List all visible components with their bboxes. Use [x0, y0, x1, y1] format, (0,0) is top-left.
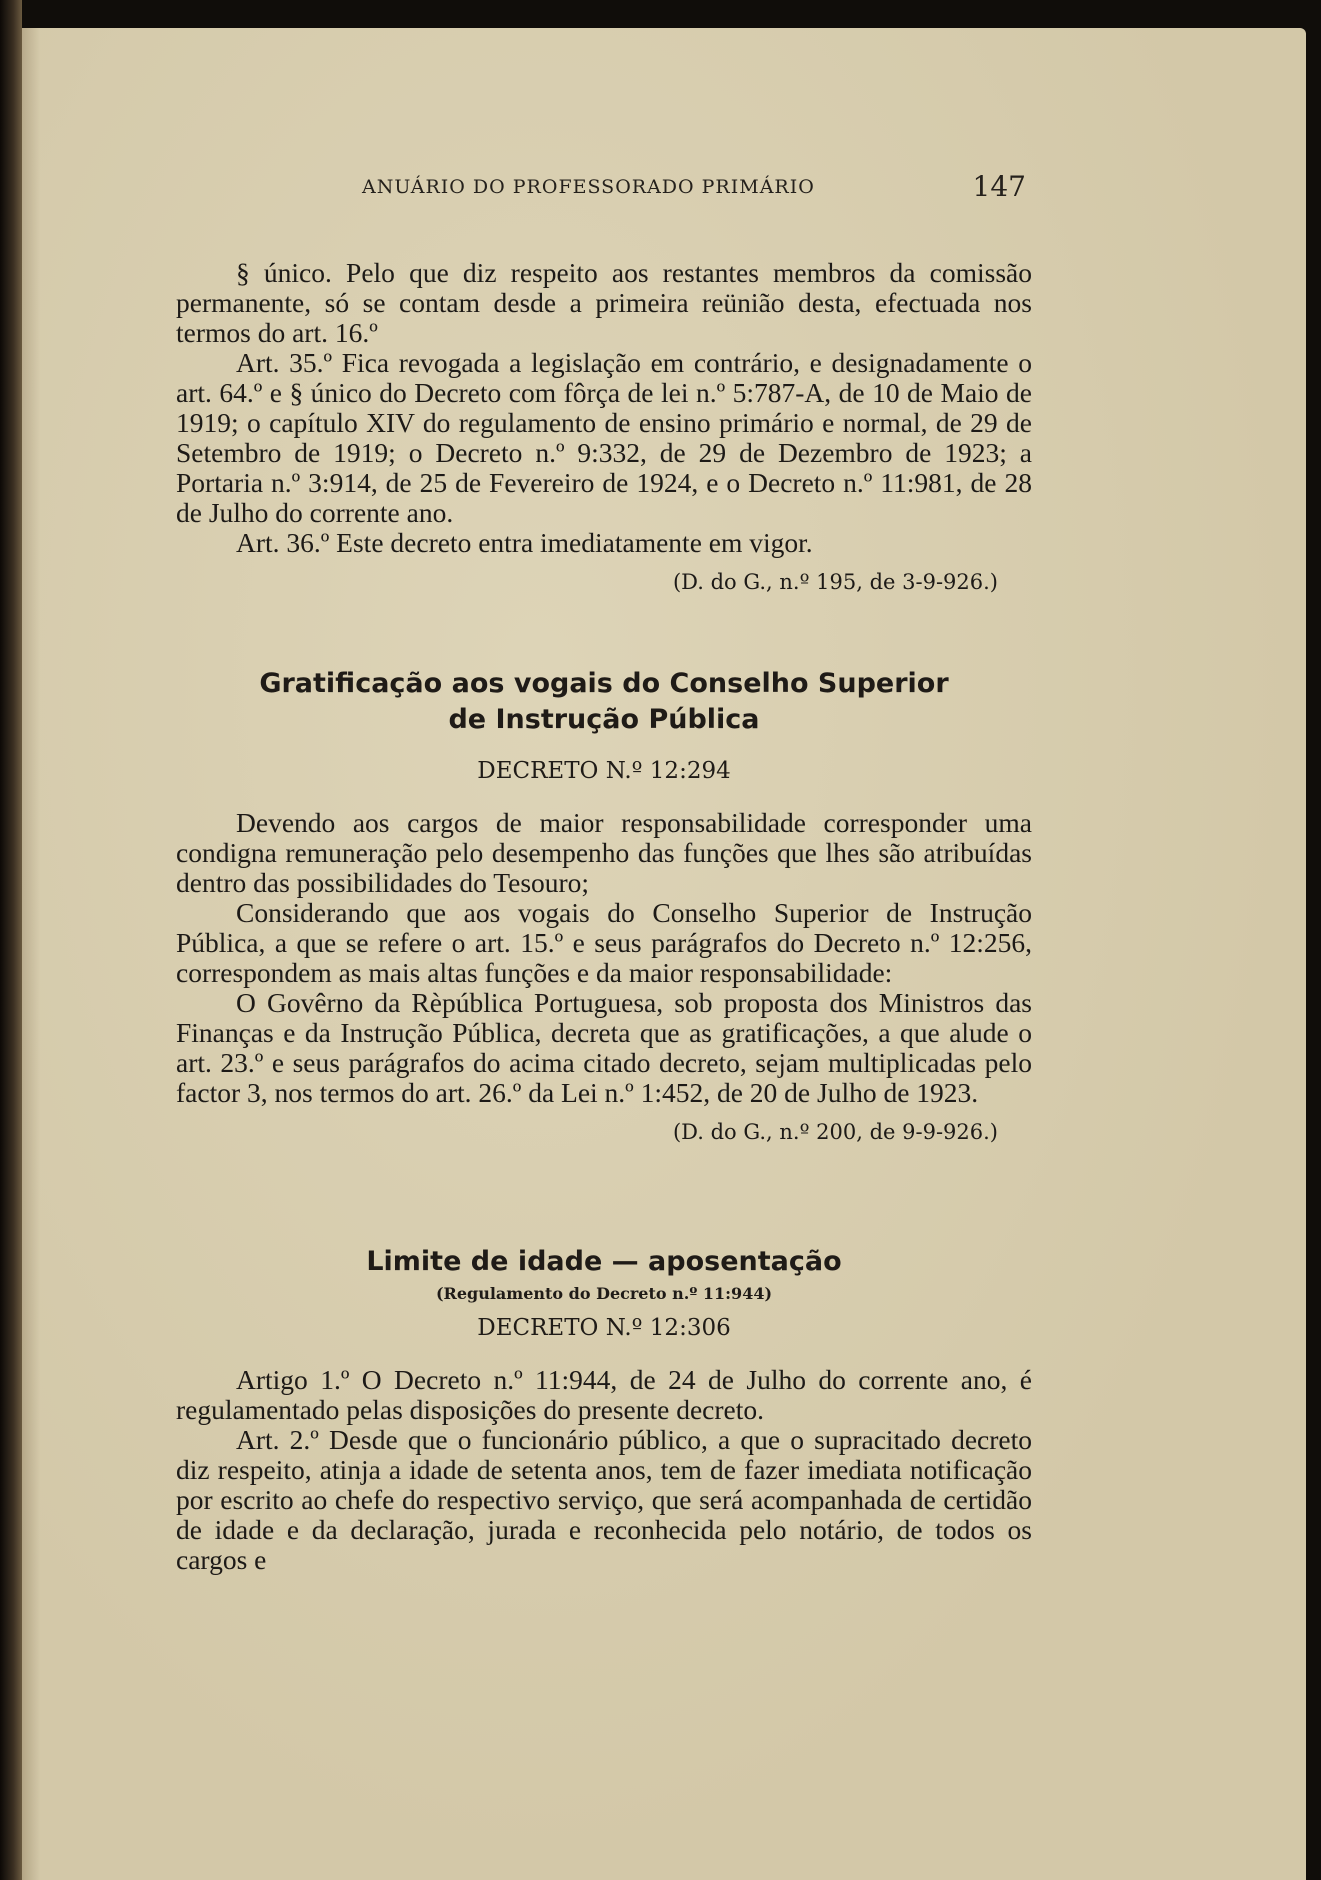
paragraph: Art. 2.º Desde que o funcionário público, a que o supracitado decreto diz respeito, atinja a idade de setenta anos, tem de fazer imediata notificação por escrito ao chefe do respectivo serviço, que será acompanhada de certidão de idade e da declaração, jurada e reconhecida pelo notário, de todos os cargos e	[176, 1424, 1032, 1575]
section-gratificacao	[176, 666, 1032, 1144]
decree-number: DECRETO N.º 12:294	[477, 758, 731, 784]
decree-body	[176, 808, 1032, 1144]
running-header	[176, 170, 1032, 204]
source-citation: (D. do G., n.º 200, de 9-9-926.)	[672, 1120, 998, 1144]
header-title: ANUÁRIO DO PROFESSORADO PRIMÁRIO	[362, 176, 815, 198]
page-number: 147	[972, 170, 1026, 203]
paragraph: Artigo 1.º O Decreto n.º 11:944, de 24 de Julho do corrente ano, é regulamentado pelas disposições do presente decreto.	[176, 1364, 1032, 1425]
paragraph: Devendo aos cargos de maior responsabilidade corresponder uma condigna remuneração pelo desempenho das funções que lhes são atribuídas dentro das possibilidades do Tesouro;	[176, 807, 1032, 898]
paragraph: Art. 35.º Fica revogada a legislação em contrário, e designadamente o art. 64.º e § único do Decreto com fôrça de lei n.º 5:787-A, de 10 de Maio de 1919; o capítulo XIV do regulamento de ensino primário e normal, de 29 de Setembro de 1919; o Decreto n.º 9:332, de 29 de Dezembro de 1923; a Portaria n.º 3:914, de 25 de Fevereiro de 1924, e o Decreto n.º 11:981, de 28 de Julho do corrente ano.	[176, 347, 1032, 528]
paragraph: § único. Pelo que diz respeito aos restantes membros da comissão permanente, só se contam desde a primeira reünião desta, efectuada nos termos do art. 16.º	[176, 257, 1032, 348]
section-title-line-1: Gratificação aos vogais do Conselho Superior	[259, 668, 949, 699]
paragraph: Art. 36.º Este decreto entra imediatamente em vigor.	[236, 527, 813, 558]
decree-body	[176, 1365, 1032, 1575]
paragraph: Considerando que aos vogais do Conselho Superior de Instrução Pública, a que se refere o art. 15.º e seus parágrafos do Decreto n.º 12:256, correspondem as mais altas funções e da maior responsabilidade:	[176, 897, 1032, 988]
section-title-line-2: de Instrução Pública	[448, 704, 760, 735]
paragraph: O Govêrno da Rèpública Portuguesa, sob proposta dos Ministros das Finanças e da Instrução Pública, decreta que as gratificações, a que alude o art. 23.º e seus parágrafos do acima citado decreto, sejam multiplicadas pelo factor 3, nos termos do art. 26.º da Lei n.º 1:452, de 20 de Julho de 1923.	[176, 987, 1032, 1108]
section-subtitle: (Regulamento do Decreto n.º 11:944)	[435, 1284, 773, 1303]
book-spine-shadow	[0, 0, 22, 1880]
source-citation: (D. do G., n.º 195, de 3-9-926.)	[672, 570, 998, 594]
decree-number: DECRETO N.º 12:306	[477, 1315, 731, 1341]
section-title: Limite de idade — aposentação	[366, 1246, 842, 1277]
section-continuation	[176, 258, 1032, 594]
section-limite-idade	[176, 1244, 1032, 1575]
